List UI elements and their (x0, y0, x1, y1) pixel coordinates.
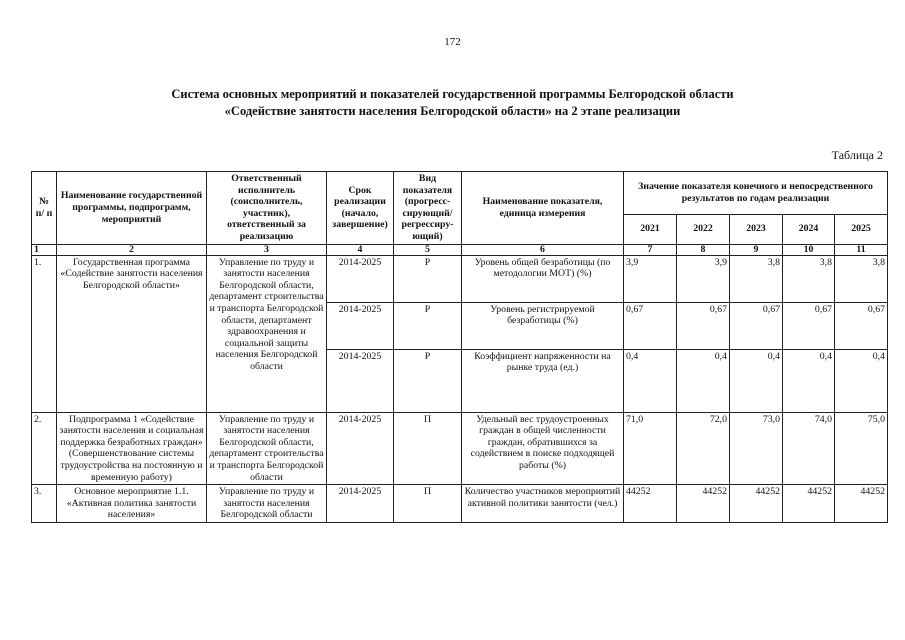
column-number: 3 (207, 244, 327, 255)
row-value: 0,4 (677, 349, 730, 412)
row-value: 3,8 (783, 255, 835, 302)
row-name: Основное мероприятие 1.1. «Активная политика занятости населения» (57, 485, 207, 523)
row-value: 0,4 (783, 349, 835, 412)
row-value: 0,67 (730, 302, 783, 349)
header-year: 2022 (677, 214, 730, 244)
row-term: 2014-2025 (327, 485, 394, 523)
row-value: 72,0 (677, 412, 730, 485)
column-number: 1 (32, 244, 57, 255)
row-kind: Р (394, 349, 462, 412)
row-indicator: Уровень регистрируемой безработицы (%) (462, 302, 624, 349)
row-value: 0,67 (783, 302, 835, 349)
row-name: Государственная программа «Содействие занятости населения Белгородской области» (57, 255, 207, 412)
row-executor: Управление по труду и занятости населения Белгородской области, департамент строительства и транспорта Белгородской области, департамент здравоохранения и социальной защиты населения Белгородской области (207, 255, 327, 412)
table-row (32, 255, 888, 302)
row-num: 2. (32, 412, 57, 485)
row-value: 44252 (835, 485, 888, 523)
document-title (0, 86, 905, 120)
column-number: 8 (677, 244, 730, 255)
column-number: 10 (783, 244, 835, 255)
header-values-group: Значение показателя конечного и непосредственного результатов по годам реализации (624, 172, 888, 215)
row-value: 0,67 (624, 302, 677, 349)
table-row (32, 412, 888, 485)
column-number: 7 (624, 244, 677, 255)
header-year: 2021 (624, 214, 677, 244)
row-value: 3,8 (835, 255, 888, 302)
header-num: № п/ п (32, 172, 57, 245)
header-term: Срок реализации (начало, завершение) (327, 172, 394, 245)
row-value: 3,9 (677, 255, 730, 302)
header-executor: Ответственный исполнитель (соисполнитель, участник), ответственный за реализацию (207, 172, 327, 245)
row-value: 71,0 (624, 412, 677, 485)
title-line-1: Система основных мероприятий и показателей государственной программы Белгородской области (171, 87, 734, 101)
row-indicator: Коэффициент напряженности на рынке труда (ед.) (462, 349, 624, 412)
row-value: 75,0 (835, 412, 888, 485)
column-number: 6 (462, 244, 624, 255)
program-table (31, 171, 888, 523)
row-name: Подпрограмма 1 «Содействие занятости населения и социальная поддержка безработных граждан» (Совершенствование системы трудоустройства на постоянную и временную работу) (57, 412, 207, 485)
row-value: 74,0 (783, 412, 835, 485)
row-indicator: Удельный вес трудоустроенных граждан в общей численности граждан, обратившихся за содействием в поиске подходящей работы (%) (462, 412, 624, 485)
row-term: 2014-2025 (327, 412, 394, 485)
row-term: 2014-2025 (327, 302, 394, 349)
row-kind: Р (394, 255, 462, 302)
row-kind: П (394, 412, 462, 485)
row-value: 44252 (624, 485, 677, 523)
row-kind: П (394, 485, 462, 523)
column-number: 4 (327, 244, 394, 255)
row-value: 0,4 (730, 349, 783, 412)
column-numbers-row (32, 244, 888, 255)
header-year: 2023 (730, 214, 783, 244)
header-year: 2024 (783, 214, 835, 244)
row-value: 0,4 (835, 349, 888, 412)
header-indicator: Наименование показателя, единица измерения (462, 172, 624, 245)
row-executor: Управление по труду и занятости населения Белгородской области, департамент строительства и транспорта Белгородской области (207, 412, 327, 485)
row-value: 0,4 (624, 349, 677, 412)
column-number: 9 (730, 244, 783, 255)
row-value: 44252 (783, 485, 835, 523)
row-kind: Р (394, 302, 462, 349)
row-indicator: Уровень общей безработицы (по методологии МОТ) (%) (462, 255, 624, 302)
row-value: 3,8 (730, 255, 783, 302)
row-value: 3,9 (624, 255, 677, 302)
header-kind: Вид показателя (прогресс- сирующий/ регрессиру- ющий) (394, 172, 462, 245)
row-value: 0,67 (835, 302, 888, 349)
row-indicator: Количество участников мероприятий активной политики занятости (чел.) (462, 485, 624, 523)
row-value: 73,0 (730, 412, 783, 485)
row-value: 44252 (677, 485, 730, 523)
column-number: 5 (394, 244, 462, 255)
row-term: 2014-2025 (327, 349, 394, 412)
header-year: 2025 (835, 214, 888, 244)
page-number: 172 (444, 36, 461, 48)
row-executor: Управление по труду и занятости населения Белгородской области (207, 485, 327, 523)
table-caption: Таблица 2 (831, 148, 883, 162)
table-row (32, 485, 888, 523)
column-number: 2 (57, 244, 207, 255)
row-term: 2014-2025 (327, 255, 394, 302)
row-value: 0,67 (677, 302, 730, 349)
title-line-2: «Содействие занятости населения Белгородской области» на 2 этапе реализации (224, 104, 681, 118)
header-name: Наименование государственной программы, подпрограмм, мероприятий (57, 172, 207, 245)
column-number: 11 (835, 244, 888, 255)
header-row (32, 172, 888, 215)
row-value: 44252 (730, 485, 783, 523)
row-num: 1. (32, 255, 57, 412)
row-num: 3. (32, 485, 57, 523)
